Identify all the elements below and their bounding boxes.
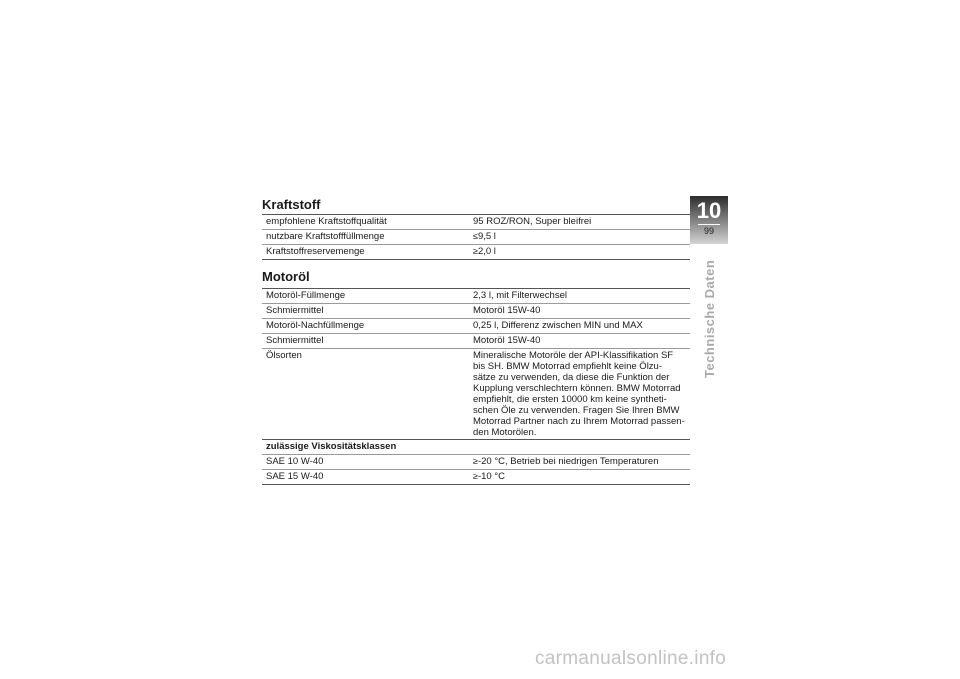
greater-equal-symbol: ≥ bbox=[473, 456, 478, 466]
greater-equal-symbol: ≥ bbox=[473, 246, 478, 256]
manual-page-content bbox=[262, 196, 690, 485]
text-line: empfiehlt, die ersten 10000 km keine syntheti- bbox=[473, 394, 667, 405]
motoroel-table bbox=[262, 288, 690, 485]
row-label: Schmiermittel bbox=[262, 304, 465, 319]
text-line: Mineralische Motoröle der API-Klassifikation SF bbox=[473, 350, 674, 361]
text-line: den Motorölen. bbox=[473, 427, 537, 438]
chapter-number: 10 bbox=[696, 198, 722, 223]
text-line: bis SH. BMW Motorrad empfiehlt keine Ölzu- bbox=[473, 361, 663, 372]
row-label: Motoröl-Nachfüllmenge bbox=[262, 319, 465, 334]
row-label: Motoröl-Füllmenge bbox=[262, 289, 465, 304]
table-row bbox=[262, 455, 690, 470]
text-line: sätze zu verwenden, da diese die Funktion der bbox=[473, 372, 670, 383]
row-label: SAE 10 W-40 bbox=[262, 455, 465, 470]
table-row bbox=[262, 334, 690, 349]
row-label: Kraftstoffreservemenge bbox=[262, 245, 465, 260]
row-value: 0,25 l, Differenz zwischen MIN und MAX bbox=[465, 319, 690, 334]
text-line: schen Öle zu verwenden. Fragen Sie Ihren BMW bbox=[473, 405, 680, 416]
row-value-oelsorten bbox=[465, 349, 690, 440]
row-value-text: 2,0 l bbox=[477, 246, 496, 257]
row-value: 95 ROZ/RON, Super bleifrei bbox=[465, 215, 690, 230]
row-value-text: 9,5 l bbox=[477, 231, 496, 242]
row-value: Motoröl 15W-40 bbox=[465, 334, 690, 349]
kraftstoff-table bbox=[262, 214, 690, 260]
row-value bbox=[465, 470, 690, 485]
text-line: Kupplung verschlechtern können. BMW Motorrad bbox=[473, 383, 681, 394]
table-row bbox=[262, 230, 690, 245]
row-value bbox=[465, 230, 690, 245]
greater-equal-symbol: ≥ bbox=[473, 471, 478, 481]
table-row bbox=[262, 289, 690, 304]
page-number: 99 bbox=[703, 226, 714, 236]
less-equal-symbol: ≤ bbox=[473, 231, 478, 241]
row-label: Schmiermittel bbox=[262, 334, 465, 349]
text-line: Motorrad Partner nach zu Ihrem Motorrad passen- bbox=[473, 416, 685, 427]
section-title-kraftstoff: Kraftstoff bbox=[262, 197, 321, 212]
section-title-motoroel: Motoröl bbox=[262, 269, 310, 284]
table-row-oelsorten bbox=[262, 349, 690, 440]
row-value bbox=[465, 245, 690, 260]
table-row bbox=[262, 319, 690, 334]
row-value: 2,3 l, mit Filterwechsel bbox=[465, 289, 690, 304]
row-label: Ölsorten bbox=[262, 349, 465, 440]
table-row bbox=[262, 215, 690, 230]
row-value bbox=[465, 455, 690, 470]
chapter-tab bbox=[690, 196, 728, 244]
row-label: SAE 15 W-40 bbox=[262, 470, 465, 485]
row-label: nutzbare Kraftstofffüllmenge bbox=[262, 230, 465, 245]
row-value-text: -10 °C bbox=[477, 471, 505, 482]
viscosity-heading: zulässige Viskositätsklassen bbox=[262, 440, 690, 455]
row-label: empfohlene Kraftstoffqualität bbox=[262, 215, 465, 230]
table-row bbox=[262, 304, 690, 319]
side-chapter-title: Technische Daten bbox=[702, 259, 717, 378]
table-row bbox=[262, 470, 690, 485]
row-value-text: -20 °C, Betrieb bei niedrigen Temperaturen bbox=[477, 456, 659, 467]
watermark: carmanualsonline.info bbox=[535, 648, 727, 669]
row-value: Motoröl 15W-40 bbox=[465, 304, 690, 319]
table-row bbox=[262, 245, 690, 260]
table-subheading-row bbox=[262, 440, 690, 455]
